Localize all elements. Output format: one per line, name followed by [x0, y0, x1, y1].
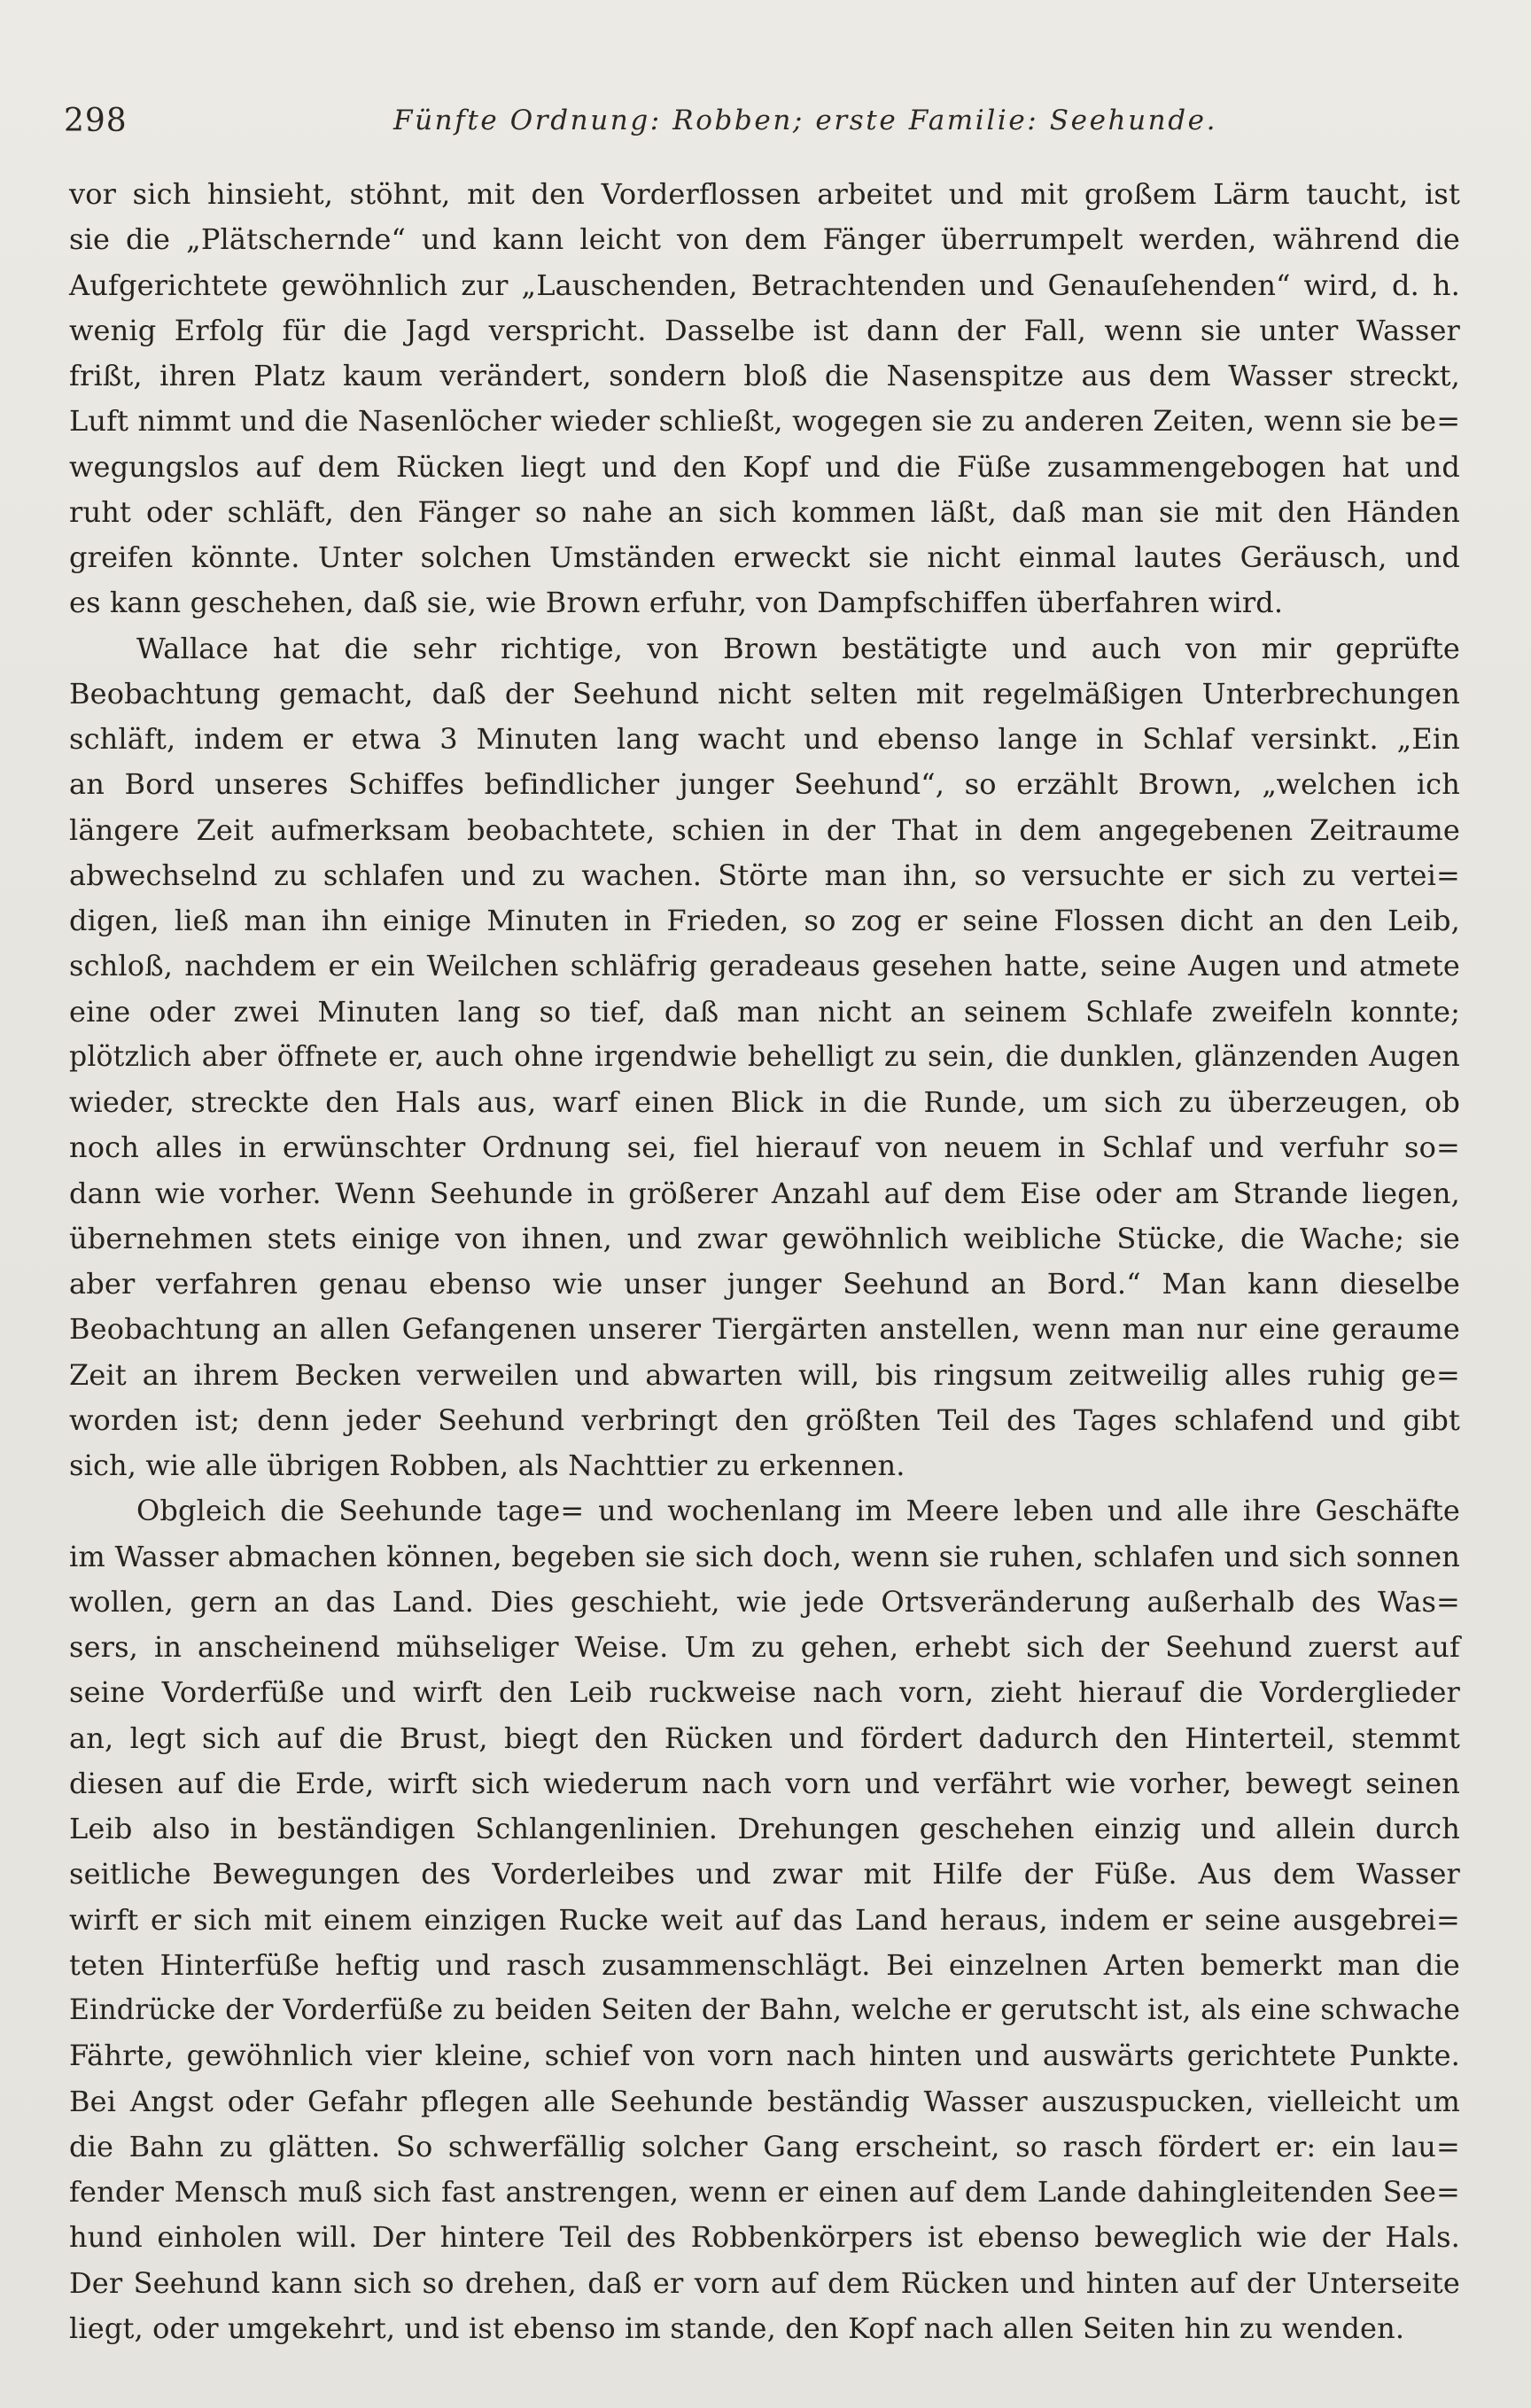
- text-line: die Bahn zu glätten. So schwerfällig solcher Gang erscheint, so rasch fördert er: ein lau=: [69, 2129, 1460, 2163]
- paragraph-3: [69, 1488, 1460, 2351]
- text-line: digen, ließ man ihn einige Minuten in Frieden, so zog er seine Flossen dicht an den Leib,: [69, 904, 1460, 937]
- text-line: seitliche Bewegungen des Vorderleibes und zwar mit Hilfe der Füße. Aus dem Wasser: [69, 1857, 1460, 1891]
- text-line: vor sich hinsieht, stöhnt, mit den Vorderflossen arbeitet und mit großem Lärm taucht, ist: [69, 177, 1460, 211]
- text-line: dann wie vorher. Wenn Seehunde in größerer Anzahl auf dem Eise oder am Strande liegen,: [69, 1176, 1460, 1210]
- text-line: hund einholen will. Der hintere Teil des Robbenkörpers ist ebenso beweglich wie der Hals.: [69, 2220, 1460, 2255]
- text-line: Eindrücke der Vorderfüße zu beiden Seiten der Bahn, welche er gerutscht ist, als eine schwache: [69, 1994, 1460, 2026]
- text-line: Wallace hat die sehr richtige, von Brown bestätigte und auch von mir geprüfte: [136, 631, 1460, 665]
- paragraph-2: [69, 626, 1460, 1489]
- text-line: abwechselnd zu schlafen und zu wachen. Störte man ihn, so versuchte er sich zu vertei=: [69, 858, 1460, 892]
- text-line: wirft er sich mit einem einzigen Rucke weit auf das Land heraus, indem er seine ausgebrei=: [69, 1902, 1460, 1937]
- text-line: es kann geschehen, daß sie, wie Brown erfuhr, von Dampfschiffen überfahren wird.: [69, 586, 1284, 620]
- text-line: wollen, gern an das Land. Dies geschieht, wie jede Ortsveränderung außerhalb des Was=: [69, 1584, 1460, 1619]
- text-line: aber verfahren genau ebenso wie unser junger Seehund an Bord.“ Man kann dieselbe: [69, 1267, 1460, 1301]
- text-line: Luft nimmt und die Nasenlöcher wieder schließt, wogegen sie zu anderen Zeiten, wenn sie be=: [69, 404, 1461, 439]
- text-line: schloß, nachdem er ein Weilchen schläfrig geradeaus gesehen hatte, seine Augen und atmete: [69, 949, 1460, 983]
- text-line: wegungslos auf dem Rücken liegt und den Kopf und die Füße zusammengebogen hat und: [69, 449, 1460, 484]
- text-line: diesen auf die Erde, wirft sich wiederum nach vorn und verfährt wie vorher, bewegt seinen: [69, 1766, 1460, 1800]
- text-line: im Wasser abmachen können, begeben sie sich doch, wenn sie ruhen, schlafen und sich sonnen: [69, 1539, 1460, 1573]
- text-line: Beobachtung an allen Gefangenen unserer Tiergärten anstellen, wenn man nur eine geraume: [69, 1312, 1460, 1347]
- text-line: wieder, streckte den Hals aus, warf einen Blick in die Runde, um sich zu überzeugen, ob: [69, 1085, 1460, 1119]
- text-line: übernehmen stets einige von ihnen, und zwar gewöhnlich weibliche Stücke, die Wache; sie: [69, 1221, 1460, 1255]
- text-line: ruht oder schläft, den Fänger so nahe an sich kommen läßt, daß man sie mit den Händen: [69, 494, 1460, 529]
- text-line: Fährte, gewöhnlich vier kleine, schief von vorn nach hinten und auswärts gerichtete Punkte.: [69, 2039, 1460, 2073]
- text-line: eine oder zwei Minuten lang so tief, daß man nicht an seinem Schlafe zweifeln konnte;: [69, 994, 1460, 1029]
- text-line: noch alles in erwünschter Ordnung sei, fiel hierauf von neuem in Schlaf und verfuhr so=: [69, 1130, 1460, 1165]
- paragraph-1: [69, 172, 1460, 626]
- text-line: Bei Angst oder Gefahr pflegen alle Seehunde beständig Wasser auszuspucken, vielleicht um: [69, 2084, 1460, 2118]
- text-line: plötzlich aber öffnete er, auch ohne irgendwie behelligt zu sein, die dunklen, glänzenden Augen: [69, 1040, 1460, 1073]
- text-line: sers, in anscheinend mühseliger Weise. Um zu gehen, erhebt sich der Seehund zuerst auf: [69, 1630, 1460, 1664]
- page-header: [64, 96, 1464, 149]
- text-line: Leib also in beständigen Schlangenlinien. Drehungen geschehen einzig und allein durch: [69, 1812, 1460, 1845]
- text-line: Beobachtung gemacht, daß der Seehund nicht selten mit regelmäßigen Unterbrechungen: [69, 676, 1460, 711]
- text-line: schläft, indem er etwa 3 Minuten lang wacht und ebenso lange in Schlaf versinkt. „Ein: [69, 722, 1460, 756]
- text-line: Obgleich die Seehunde tage= und wochenlang im Meere leben und alle ihre Geschäfte: [136, 1494, 1460, 1528]
- text-line: Der Seehund kann sich so drehen, daß er vorn auf dem Rücken und hinten auf der Unterseite: [69, 2265, 1460, 2300]
- text-line: sich, wie alle übrigen Robben, als Nachttier zu erkennen.: [69, 1449, 905, 1482]
- text-line: längere Zeit aufmerksam beobachtete, schien in der That in dem angegebenen Zeitraume: [69, 812, 1460, 847]
- text-line: seine Vorderfüße und wirft den Leib ruckweise nach vorn, zieht hierauf die Vorderglieder: [69, 1675, 1460, 1710]
- running-head: Fünfte Ordnung: Robben; erste Familie: Seehunde.: [393, 105, 1218, 136]
- text-line: sie die „Plätschernde“ und kann leicht von dem Fänger überrumpelt werden, während die: [69, 222, 1460, 257]
- text-line: fender Mensch muß sich fast anstrengen, wenn er einen auf dem Lande dahingleitenden See=: [69, 2175, 1460, 2209]
- text-line: liegt, oder umgekehrt, und ist ebenso im stande, den Kopf nach allen Seiten hin zu wenden.: [69, 2311, 1405, 2345]
- text-line: Zeit an ihrem Becken verweilen und abwarten will, bis ringsum zeitweilig alles ruhig ge=: [69, 1357, 1460, 1392]
- text-line: wenig Erfolg für die Jagd verspricht. Dasselbe ist dann der Fall, wenn sie unter Wasser: [69, 313, 1460, 347]
- text-line: Aufgerichtete gewöhnlich zur „Lauschenden, Betrachtenden und Genauſehenden“ wird, d. h.: [69, 268, 1460, 302]
- text-line: greifen könnte. Unter solchen Umständen erweckt sie nicht einmal lautes Geräusch, und: [69, 540, 1460, 574]
- text-line: teten Hinterfüße heftig und rasch zusammenschlägt. Bei einzelnen Arten bemerkt man die: [69, 1947, 1460, 1982]
- text-line: worden ist; denn jeder Seehund verbringt den größten Teil des Tages schlafend und gibt: [69, 1402, 1460, 1437]
- page-number: 298: [64, 103, 128, 139]
- text-line: an Bord unseres Schiffes befindlicher junger Seehund“, so erzählt Brown, „welchen ich: [69, 767, 1460, 802]
- text-line: an, legt sich auf die Brust, biegt den Rücken und fördert dadurch den Hinterteil, stemmt: [69, 1721, 1460, 1755]
- body-text: [69, 172, 1460, 2351]
- text-line: frißt, ihren Platz kaum verändert, sondern bloß die Nasenspitze aus dem Wasser streckt,: [69, 359, 1460, 392]
